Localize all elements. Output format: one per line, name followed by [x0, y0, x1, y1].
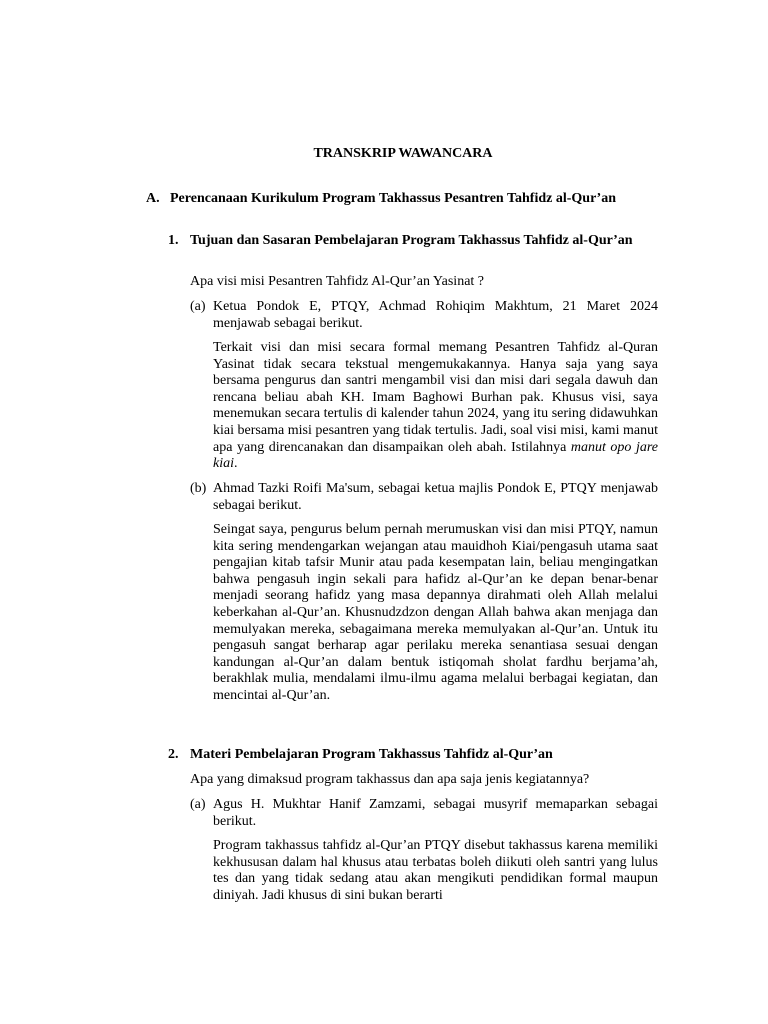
item-2-question [146, 772, 658, 789]
item-1-answer-a-marker: (a) [190, 299, 206, 314]
item-1-answer-b-marker: (b) [190, 481, 207, 496]
item-2-answer-a-intro-text: Agus H. Mukhtar Hanif Zamzami, sebagai musyrif memaparkan sebagai berikut. [213, 797, 658, 829]
item-2-answer-a-intro [146, 797, 658, 830]
item-1-answer-b-body [146, 522, 658, 705]
section-a-marker: A. [146, 191, 160, 206]
item-1-question [146, 274, 658, 291]
item-1-answer-a-intro-text: Ketua Pondok E, PTQY, Achmad Rohiqim Makhtum, 21 Maret 2024 menjawab sebagai berikut. [213, 299, 658, 331]
item-2-question-text: Apa yang dimaksud program takhassus dan apa saja jenis kegiatannya? [190, 772, 590, 787]
item-2-marker: 2. [168, 747, 179, 762]
item-1-marker: 1. [168, 233, 179, 248]
item-1-answer-a-intro [146, 299, 658, 332]
item-2-heading [146, 747, 658, 764]
item-1-question-text: Apa visi misi Pesantren Tahfidz Al-Qur’an Yasinat ? [190, 274, 485, 289]
item-2-answer-a-paragraph: Program takhassus tahfidz al-Qur’an PTQY disebut takhassus karena memiliki kekhususan dalam hal khusus atau terbatas boleh diikuti oleh santri yang lulus tes dan yang tidak sedang atau akan mengikuti pendidikan formal maupun diniyah. Jadi khusus di sini bukan berarti [213, 838, 658, 903]
section-a-heading [146, 191, 658, 208]
item-1-answer-a-body-italic: manut opo jare kiai [213, 439, 658, 472]
item-1-answer-a-body-text: Terkait visi dan misi secara formal memang Pesantren Tahfidz al-Quran Yasinat tidak secara tekstual mengemukakannya. Hanya saja yang saya bersama pengurus dan santri mengambil visi dan misi dari segala dawuh dan rencana beliau abah KH. Imam Baghowi Burhan pak. Khusus visi, saya menemukan secara tertulis di kalender tahun 2024, yang itu sering didawuhkan kiai bersama misi pesantren yang tidak tertulis. Jadi, soal visi misi, kami manut apa yang direncanakan dan disampaikan oleh abah. Istilahnya [213, 340, 658, 455]
item-2-answer-a-marker: (a) [190, 797, 206, 812]
item-2-answer-a-body [146, 838, 658, 904]
item-1-answer-a-paragraph [213, 340, 658, 473]
item-1-answer-b-intro-text: Ahmad Tazki Roifi Ma'sum, sebagai ketua majlis Pondok E, PTQY menjawab sebagai berikut. [213, 481, 658, 513]
item-1-answer-a-body [146, 340, 658, 473]
item-1-answer-b-paragraph: Seingat saya, pengurus belum pernah merumuskan visi dan misi PTQY, namun kita sering mendengarkan wejangan atau mauidhoh Kiai/pengasuh utama saat pengajian kitab tafsir Munir atau pada kesempatan lain, beliau mengingatkan bahwa pengasuh ingin sekali para hafidz al-Qur’an ke depan benar-benar menjadi seorang hafidz yang masa depannya dirahmati oleh Allah melalui keberkahan al-Qur’an. Khusnudzdzon dengan Allah bahwa akan menjaga dan memulyakan mereka, sebagaimana mereka memulyakan al-Qur’an. Untuk itu pengasuh sangat berharap agar perilaku mereka senantiasa sesuai dengan kandungan al-Qur’an dalam bentuk istiqomah sholat fardhu berjama’ah, berakhlak mulia, mendalami ilmu-ilmu agama melalui berbagai kegiatan, dan mencintai al-Qur’an. [213, 522, 658, 703]
item-2-title: Materi Pembelajaran Program Takhassus Tahfidz al-Qur’an [190, 747, 553, 762]
document-title: TRANSKRIP WAWANCARA [313, 146, 493, 161]
item-1-heading [146, 233, 658, 250]
item-1-answer-a-body-end: . [234, 456, 238, 472]
item-1-title: Tujuan dan Sasaran Pembelajaran Program Takhassus Tahfidz al-Qur’an [190, 233, 633, 248]
section-a-title: Perencanaan Kurikulum Program Takhassus Pesantren Tahfidz al-Qur’an [170, 191, 616, 206]
item-1-answer-b-intro [146, 481, 658, 514]
